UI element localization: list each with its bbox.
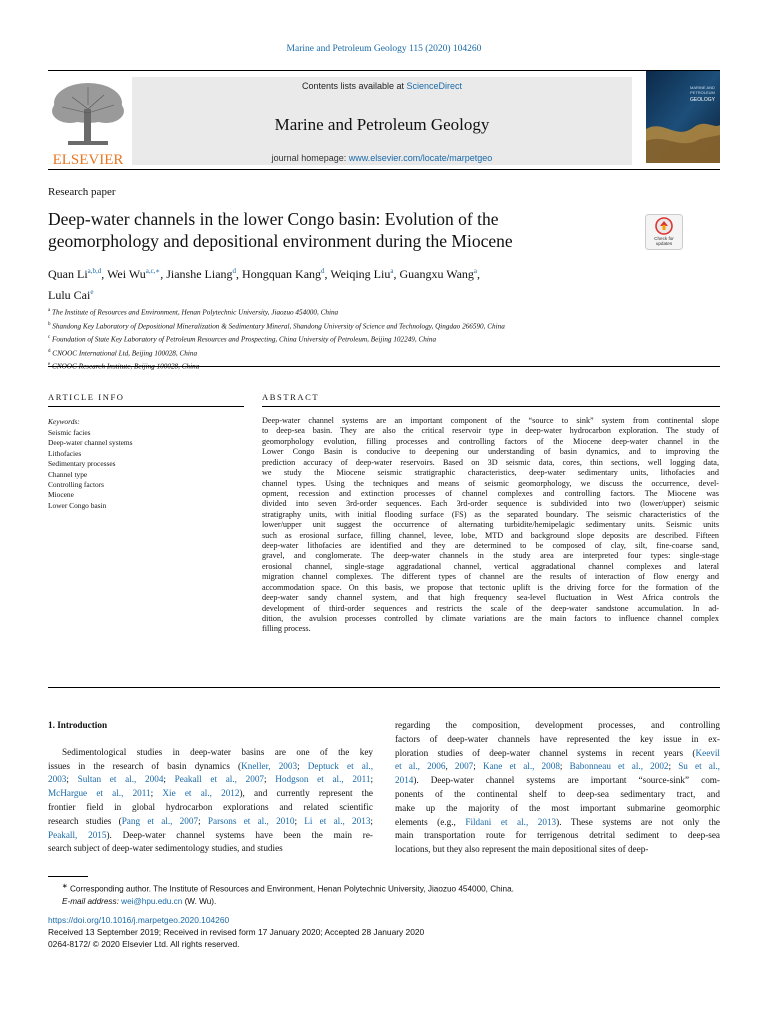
abstract-line: migration channel complexes. The different types of channel are the results of interaction of flow energy and [262,572,719,582]
author-name[interactable]: Guangxu Wang [399,267,474,281]
author-affiliation-mark[interactable]: a,b,d [87,267,102,275]
divider [48,687,720,688]
body-line [48,746,373,760]
journal-header [48,70,720,170]
abstract-line: prediction accuracy of deep-water reservoirs. Based on 3D seismic data, cores, thin sections, well logging data, [262,457,719,467]
affiliation-item [48,305,668,319]
keywords-label: Keywords: [48,417,80,426]
affiliation-mark: a [48,308,51,313]
paper-type: Research paper [48,186,116,198]
body-text: , [445,761,455,772]
body-text: locations, but they also represent the main depositional sites of deep- [395,844,649,855]
body-text: ; [150,788,163,799]
check-updates-text: updates [655,241,673,246]
body-line [48,829,373,843]
affiliation-mark: c [48,335,51,341]
elsevier-tree-logo [48,79,128,167]
email-link[interactable]: wei@hpu.edu.cn [121,896,183,906]
body-text: make up the majority of the most important submarine geomorphic [395,802,720,813]
copyright: 0264-8172/ © 2020 Elsevier Ltd. All rights reserved. [48,939,240,950]
affiliation-item [48,346,668,360]
body-text: elements (e.g., [395,816,466,827]
keyword-item: Lithofacies [48,448,82,458]
body-line [395,788,720,802]
keyword-item: Deep-water channel systems [48,438,133,448]
citation-link[interactable]: Babonneau et al., 2002 [569,761,669,772]
author-name[interactable]: Wei Wu [107,267,146,281]
divider [48,406,244,407]
abstract-line: opment, recession and extinction processes of channel complexes and controlling factors. The Miocene was [262,488,719,498]
citation-link[interactable]: Li et al., 2013 [304,815,371,826]
body-line [48,842,373,856]
keyword-item: Lower Congo basin [48,500,107,510]
affiliation-item [48,319,668,333]
divider [48,366,720,367]
abstract-line: channel types. Using the techniques and means of seismic geomorphology, we discuss the occurrence, devel- [262,478,719,488]
body-line [395,829,720,843]
journal-homepage-link[interactable]: www.elsevier.com/locate/marpetgeo [348,153,493,163]
body-line [48,815,373,829]
email-note: E-mail address: wei@hpu.edu.cn (W. Wu). [62,896,217,906]
abstract-line: lower/upper unit suggest the occurrence of alternating turbidite/hemipelagic sedimentary units. Seismic units [262,520,719,530]
divider [262,406,720,407]
abstract-line: geomorphology evolution, filling processes and controlling factors of the Miocene deep-water channel in the [262,436,719,446]
author-affiliation-mark[interactable]: d [321,267,325,275]
author-affiliation-mark[interactable]: a,c,∗ [145,267,161,275]
journal-title: Marine and Petroleum Geology [274,115,490,134]
citation-link[interactable]: Sultan et al., 2004 [77,774,164,785]
citation-link[interactable]: 2003 [48,774,67,785]
body-text: ). Deep-water channel systems have been the main re- [106,829,373,840]
affiliation-mark: e [48,362,51,368]
abstract-heading: ABSTRACT [262,392,320,402]
abstract-line: to deep-sea basin. They are also the critical reservoir type in deep-water hydrocarbon exploration. The study of [262,426,719,436]
citation-link[interactable]: Fildani et al., 2013 [465,816,557,827]
section-title: 1. Introduction [48,720,108,730]
body-text: regarding the composition, development processes, and controlling [395,720,720,730]
affiliations [48,305,668,373]
body-line [395,843,720,857]
check-for-updates-badge[interactable] [645,214,683,250]
body-text: ; [198,815,208,826]
body-text: issues in the research of basin dynamics ( [48,760,242,771]
abstract-line: filling process. [262,624,311,634]
citation-link[interactable]: et al., 2006 [395,761,446,772]
citation-link[interactable]: Kneller, 2003 [241,760,298,771]
body-line [395,760,720,774]
footnote-divider [48,876,88,877]
abstract-line: accommodation space. On this basis, we propose that tectonic uplift is the driving force for the formation of the [262,582,719,592]
corresponding-author-note: ∗ Corresponding author. The Institute of Resources and Environment, Henan Polytechnic University, Jiaozuo 454000, China. [62,883,514,894]
abstract-line: deep-water sandy channel system, and that high frequency sea-level fluctuation in West Africa controls the [262,593,719,603]
affiliation-text: The Institute of Resources and Environment, Henan Polytechnic University, Jiaozuo 454000, China [50,308,339,317]
affiliation-text: Shandong Key Laboratory of Depositional Mineralization & Sedimentary Mineral, Shandong University of Science and Technology, Qingdao 266590, China [50,321,505,330]
body-text: ; [264,774,276,785]
affiliation-text: CNOOC Research Institute, Beijing 100028, China [50,362,200,371]
abstract-line: such as erosional surface, filling channel, levee, lobe, MTD and background slope deposits are described. Fifteen [262,530,719,540]
abstract-line: dition, the avulsion processes controlled by climate variations are the main factors to influence channel complex [262,614,719,624]
citation-link[interactable]: Hodgson et al., 2011 [275,774,371,785]
journal-band [132,77,632,165]
body-text: ; [559,761,570,772]
body-line [395,733,720,747]
body-text: frontier field in global hydrocarbon explorations and related scientific [48,801,373,812]
affiliation-item [48,332,668,346]
body-text: ploration studies of deep-water channel systems in recent years ( [395,747,696,758]
keyword-item: Seismic facies [48,428,91,437]
citation-link[interactable]: Keevil [695,747,720,758]
abstract-line: divided into seven 3rd-order sequences. Each 3rd-order sequence is subdivided into two (lower/upper) seismic [262,499,719,509]
body-text: ; [370,815,373,826]
cover-text: MARINE AND [690,85,715,90]
citation-link[interactable]: Pang et al., 2007 [121,815,199,826]
body-line [395,719,720,733]
abstract-line: deep-water lithofacies are identified and they are determined to be composed of clay, silt, fine-coarse sand, [262,541,719,551]
abstract-line: gravel, and conglomerate. The deep-water channels in the study area are interpreted four types: single-stage [262,551,719,561]
affiliation-mark: b [48,321,51,327]
body-text: main transportation route for terrigenous detrital sediment to deep-sea [395,830,720,841]
author-affiliation-mark[interactable]: a [473,267,478,275]
body-text: ; [66,774,78,785]
cover-text: PETROLEUM [690,90,715,95]
check-updates-text: Check for [654,236,674,241]
body-text: ponents of the continental shelf to deep-sea sedimentary tract, and [395,788,720,799]
body-text: factors of deep-water channels have represented the key issue in ex- [395,733,720,744]
intro-left-column [48,719,373,856]
author-name[interactable]: Jianshe Liang [166,267,233,281]
doi-link[interactable]: https://doi.org/10.1016/j.marpetgeo.2020.104260 [48,915,230,925]
abstract-text [262,416,719,635]
citation-link[interactable]: Peakall, 2015 [48,829,107,840]
author-affiliation-mark[interactable]: d [232,267,237,275]
body-text: ; [668,761,679,772]
citation-link[interactable]: Su et al., [678,761,720,772]
author-name[interactable]: Quan Li [48,267,88,281]
cover-text: GEOLOGY [690,97,716,103]
abstract-line: Deep-water channel systems are an important component of the “source to sink” system from continental slope [262,416,719,425]
citation-link[interactable]: Peakall et al., 2007 [174,774,265,785]
citation-link[interactable]: Deptuck et al., [307,760,373,771]
body-line [395,816,720,830]
author-name[interactable]: Weiqing Liu [330,267,391,281]
journal-cover-thumbnail[interactable] [646,71,720,163]
citation-link[interactable]: Kane et al., 2008 [482,761,560,772]
affiliation-text: Foundation of State Key Laboratory of Petroleum Resources and Prospecting, China University of Petroleum, Beijing 102249, China [50,335,437,344]
body-text: ; [294,815,305,826]
body-text: ; [370,774,373,785]
citation-link[interactable]: McHargue et al., 2011 [48,788,151,799]
body-line [395,802,720,816]
author-name[interactable]: Hongquan Kang [242,267,322,281]
abstract-line: we study the Miocene seismic stratigraphic characteristics, deep-water sedimentary units, lithofacies and [262,468,719,478]
contents-line: Contents lists available at ScienceDirect [301,81,463,91]
body-text: ; [473,761,483,772]
sciencedirect-link[interactable]: ScienceDirect [406,81,463,91]
body-text: Sedimentological studies in deep-water basins are one of the key [62,746,373,757]
body-line [48,773,373,787]
body-text: search subject of deep-water sedimentology studies, and studies [48,843,283,854]
keyword-item: Sedimentary processes [48,459,116,469]
keywords-list [48,428,133,511]
affiliation-text: CNOOC International Ltd, Beijing 100028, China [50,349,198,358]
citation-link[interactable]: Parsons et al., 2010 [207,815,295,826]
body-text: ; [163,774,175,785]
author-list: Quan Li$^{a,b,d}$, Wei $Wu^{a,c,∗}$, Jianshe Liang$^d$, Hongquan Kang$^d$, Weiqing Liu$^a$, Guangxu Wang$^a$, Lulu Cai$^e$ [48,267,481,302]
body-text: ), and currently represent the [239,788,373,799]
keyword-item: Controlling factors [48,480,105,490]
article-info-heading: ARTICLE INFO [48,392,125,402]
body-text: ; [297,760,308,771]
keyword-item: Miocene [48,490,74,500]
body-text: ). These systems are not only the [556,816,721,827]
citation-link[interactable]: 2007 [454,761,474,772]
article-meta [48,914,720,951]
publisher-wordmark: ELSEVIER [52,152,124,167]
body-line [48,787,373,801]
body-text: research studies ( [48,815,122,826]
author-name[interactable]: Lulu Cai [48,288,91,302]
body-line [48,801,373,815]
body-text: ). Deep-water channel systems are important “source-sink” com- [413,775,720,786]
abstract-line: stratigraphy units, with initial flooding surface (FS) as the separated boundary. The seismic characteristics of the [262,509,719,519]
citation-link[interactable]: Xie et al., 2012 [162,788,240,799]
intro-right-column [395,719,720,857]
footnote [48,881,720,908]
author-affiliation-mark[interactable]: a [390,267,394,275]
received-dates: Received 13 September 2019; Received in revised form 17 January 2020; Accepted 28 January 2020 [48,927,425,938]
abstract-line: development of third-order sequences and restricts the scale of the deep-water sandstone accumulation. In ad- [262,603,719,613]
body-line [48,760,373,774]
keyword-item: Channel type [48,469,88,479]
paper-title: Deep-water channels in the lower Congo basin: Evolution of the geomorphology and depositional environment during the Miocene [48,209,513,251]
journal-citation[interactable]: Marine and Petroleum Geology 115 (2020) 104260 [286,44,482,54]
author-affiliation-mark[interactable]: e [90,288,94,296]
homepage-line: journal homepage: www.elsevier.com/locate/marpetgeo [271,153,493,163]
abstract-line: erosional channel, single-stage aggradational channel, vertical aggradational channel complexes and lateral [262,561,719,571]
affiliation-mark: d [48,348,51,354]
citation-link[interactable]: 2014 [395,775,414,786]
abstract-line: Lower Congo Basin is conducive to deepening our understanding of basin dynamics, and to improving the [262,447,719,457]
body-line [395,774,720,788]
body-line [395,747,720,761]
